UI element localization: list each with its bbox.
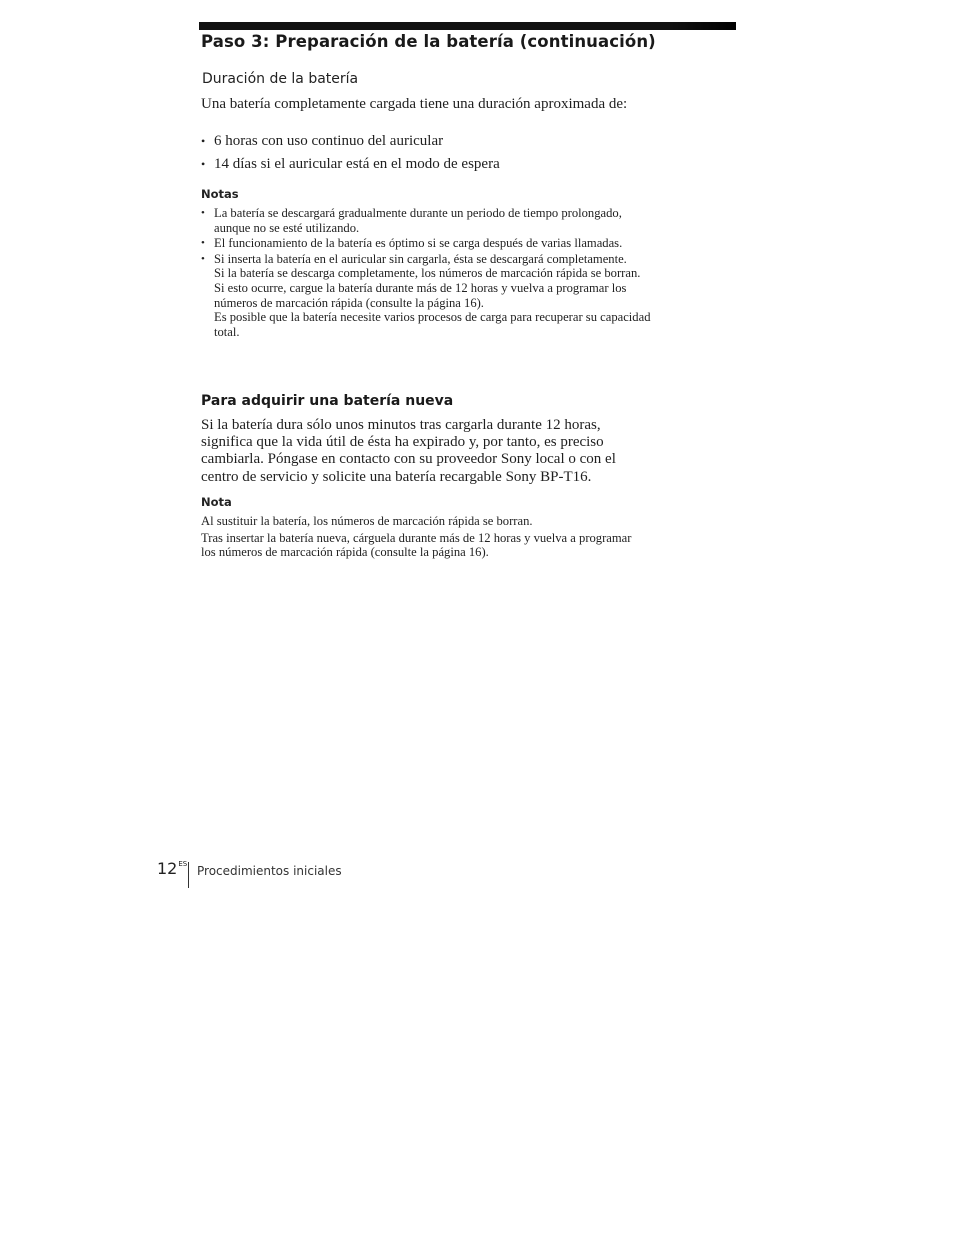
- note-text: • Si inserta la batería en el auricular sin cargarla, ésta se descargará completamente.: [214, 251, 627, 266]
- nota-line: Tras insertar la batería nueva, cárguela durante más de 12 horas y vuelva a programar los números de marcación rápida (consulte la página 16).: [201, 530, 632, 560]
- note-text: El funcionamiento de la batería es óptimo si se carga después de varias llamadas.: [214, 236, 623, 251]
- list-item: • 14 días si el auricular está en el modo de espera: [201, 156, 500, 179]
- duration-list: [201, 133, 500, 179]
- nota-label: Nota: [201, 495, 232, 509]
- page-title: Paso 3: Preparación de la batería (continuación): [201, 32, 656, 51]
- page-number-value: 12: [157, 859, 178, 878]
- page-number: [157, 859, 187, 878]
- note-item: [201, 236, 651, 251]
- notes-list: [201, 206, 651, 340]
- note-item: [201, 206, 651, 235]
- new-battery-body: Si la batería dura sólo unos minutos tras cargarla durante 12 horas, significa que la vida útil de ésta ha expirado y, por tanto, es preciso cambiarla. Póngase en contacto con su proveedor Sony local o con el centro de servicio y solicite una batería recargable Sony BP-T16.: [201, 417, 616, 485]
- notes-label: Notas: [201, 187, 239, 201]
- nota-line: Al sustituir la batería, los números de marcación rápida se borran.: [201, 514, 533, 528]
- note-item: [201, 252, 651, 340]
- note-continuation: Si la batería se descarga completamente, los números de marcación rápida se borran. Si esto ocurre, cargue la batería durante más de 12 horas y vuelva a programar los números de marcación rápida (consulte la página 16).: [214, 266, 641, 310]
- section-title-duration: Duración de la batería: [202, 71, 359, 87]
- list-item: • 6 horas con uso continuo del auricular: [201, 133, 500, 156]
- section-title-new-battery: Para adquirir una batería nueva: [201, 393, 454, 409]
- nota-body: [201, 514, 641, 562]
- note-continuation: Es posible que la batería necesite varios procesos de carga para recuperar su capacidad total.: [214, 310, 651, 339]
- header-rule: [199, 22, 736, 30]
- duration-intro: Una batería completamente cargada tiene una duración aproximada de:: [201, 96, 628, 112]
- footer-divider: [188, 862, 189, 888]
- footer-section-name: Procedimientos iniciales: [197, 864, 342, 878]
- page-language-suffix: ES: [178, 860, 188, 868]
- note-text: La batería se descargará gradualmente durante un periodo de tiempo prolongado, aunque no se esté utilizando.: [214, 206, 622, 235]
